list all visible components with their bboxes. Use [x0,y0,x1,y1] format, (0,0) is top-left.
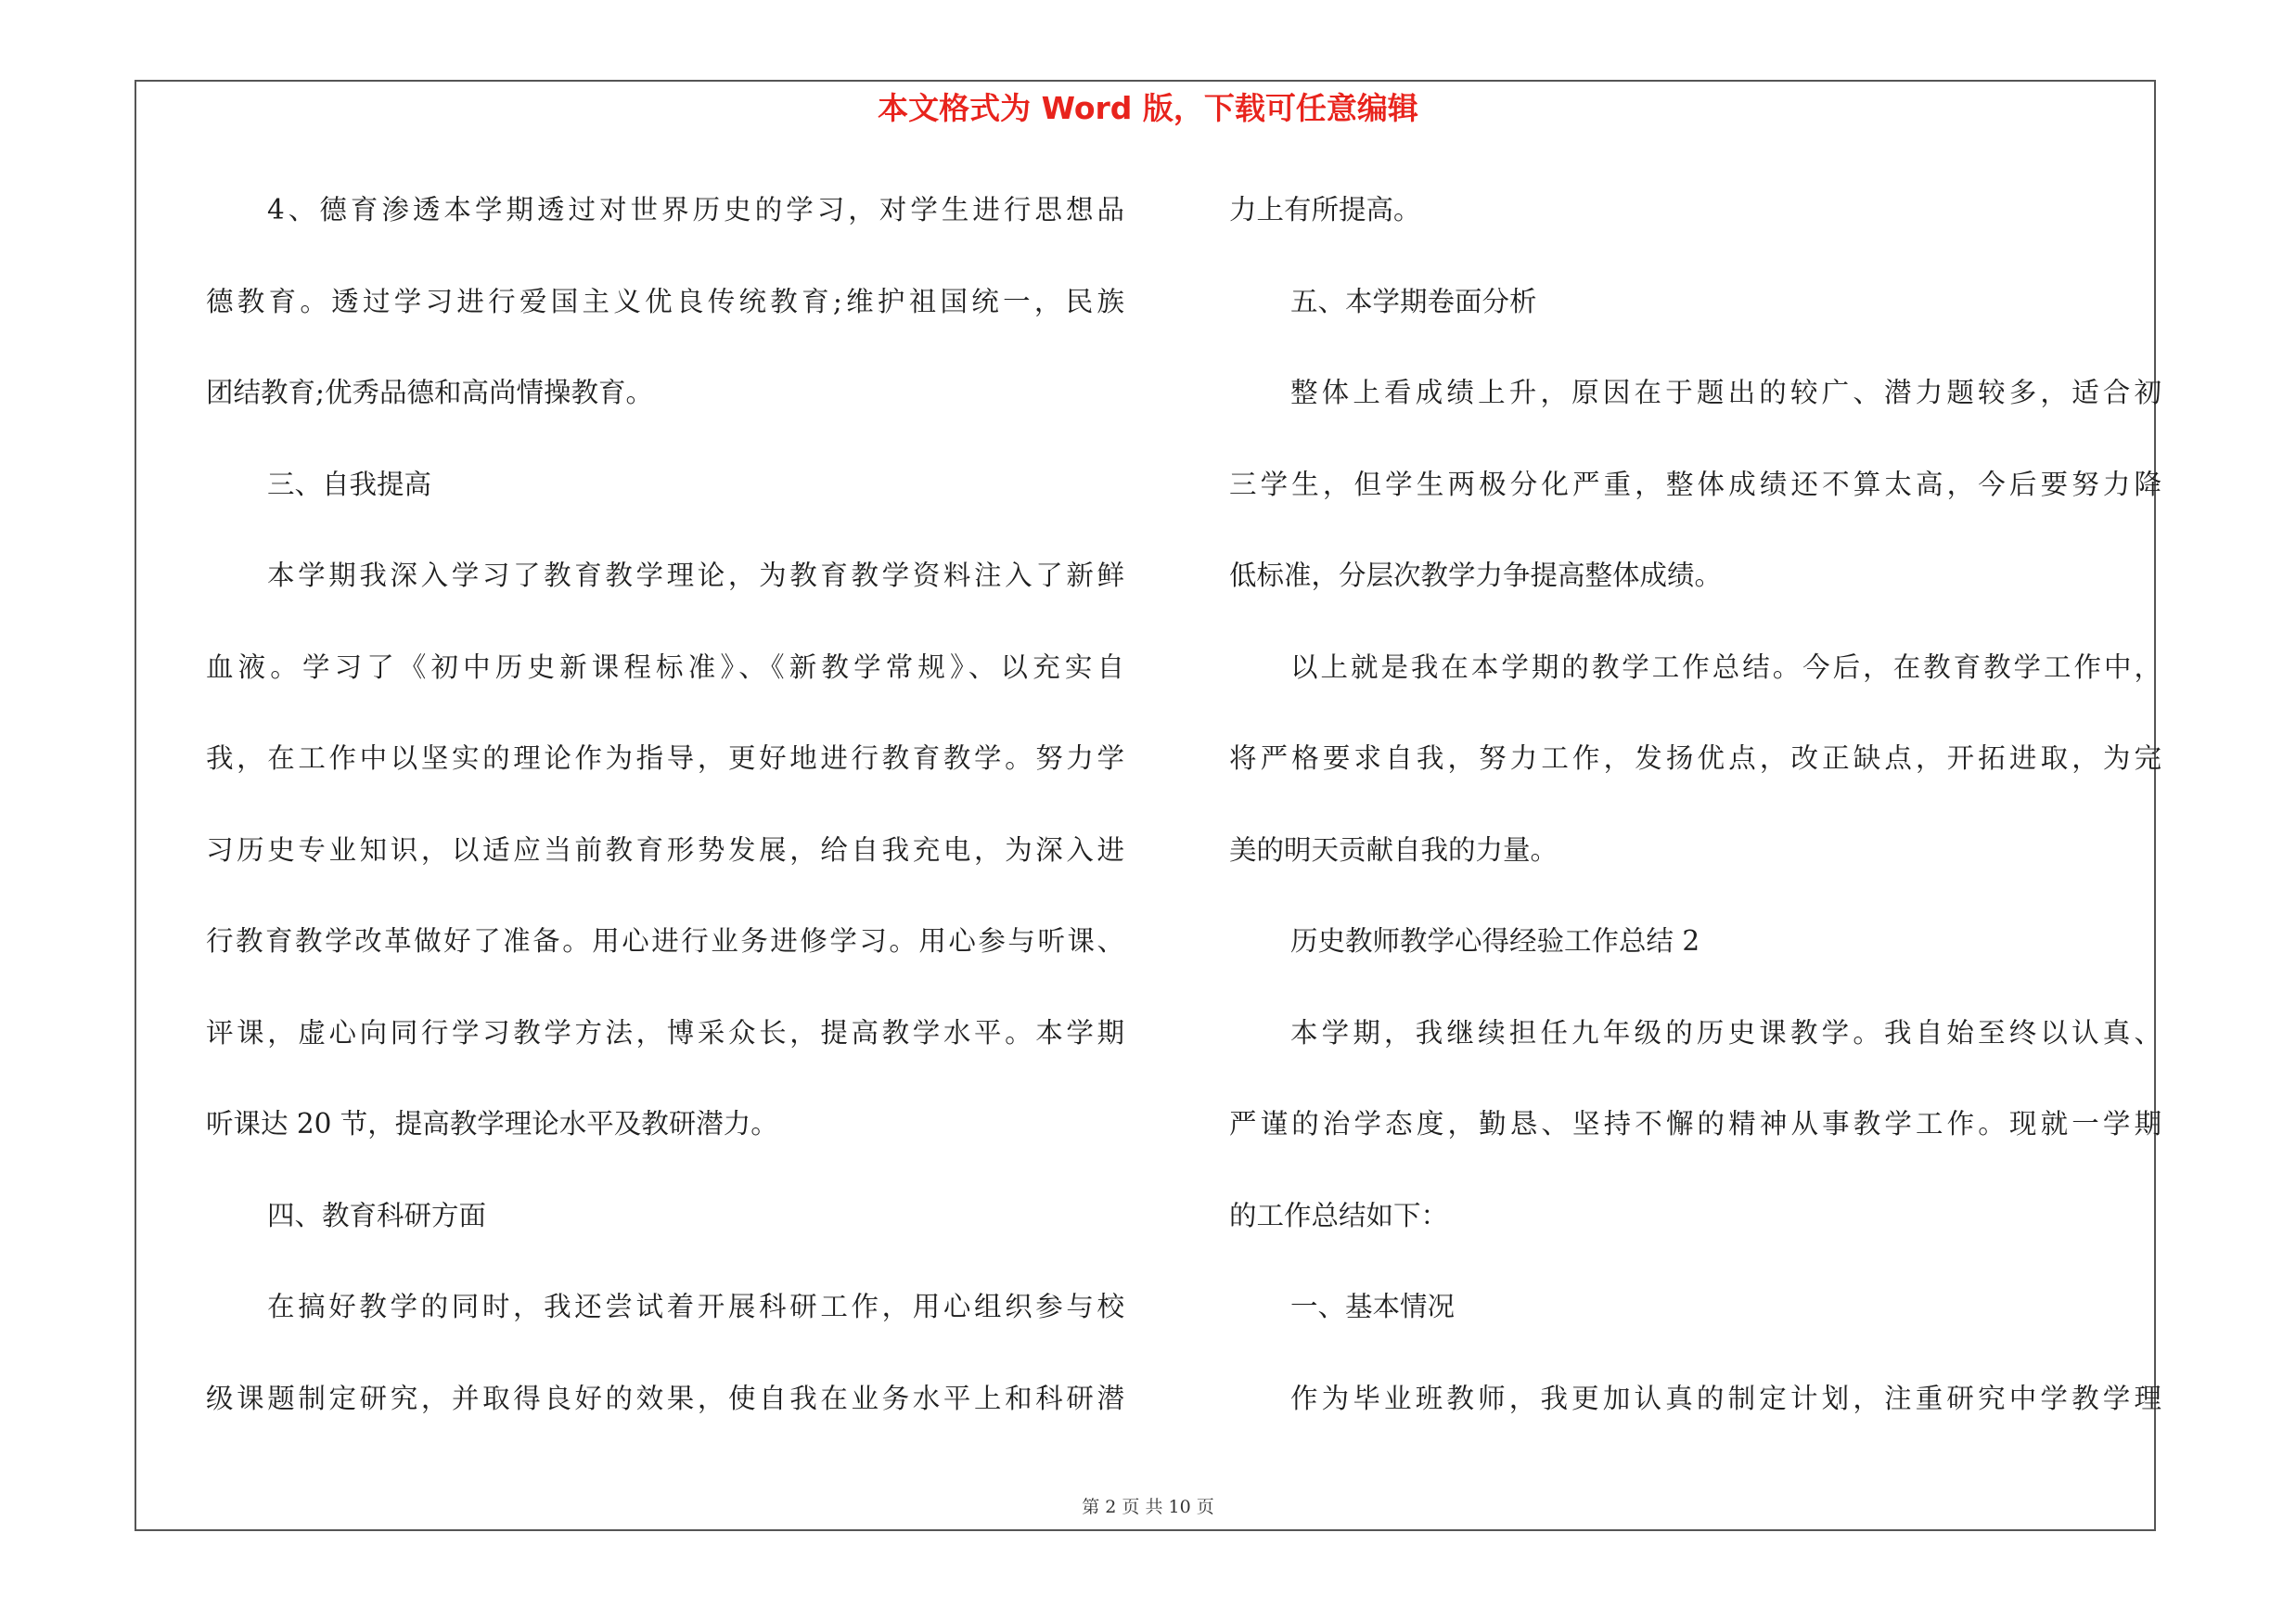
text-line: 作为毕业班教师，我更加认真的制定计划，注重研究中学教学理 [1290,1382,2161,1414]
text-line: 三、自我提高 [267,468,432,500]
text-line: 血液。学习了《初中历史新课程标准》、《新教学常规》、以充实自 [206,650,1124,683]
text-line: 团结教育;优秀品德和高尚情操教育。 [206,377,653,408]
text-line: 的工作总结如下： [1229,1199,1449,1231]
right-text-column [1229,187,2161,1467]
text-line: 力上有所提高。 [1229,194,1421,225]
text-line: 我，在工作中以坚实的理论作为指导，更好地进行教育教学。努力学 [206,742,1124,774]
text-line: 五、本学期卷面分析 [1290,285,1537,317]
text-line: 低标准，分层次教学力争提高整体成绩。 [1229,560,1723,591]
text-line: 美的明天贡献自我的力量。 [1229,833,1558,866]
text-line: 整体上看成绩上升，原因在于题出的较广、潜力题较多，适合初 [1290,377,2161,408]
text-line: 行教育教学改革做好了准备。用心进行业务进修学习。用心参与听课、 [206,925,1124,957]
text-line: 级课题制定研究，并取得良好的效果，使自我在业务水平上和科研潜 [206,1382,1124,1414]
page-number-footer: 第 2 页 共 10 页 [1082,1497,1214,1517]
text-line: 4、德育渗透本学期透过对世界历史的学习，对学生进行思想品 [267,194,1124,225]
text-line: 历史教师教学心得经验工作总结 2 [1290,925,1700,957]
text-line: 将严格要求自我，努力工作，发扬优点，改正缺点，开拓进取，为完 [1229,742,2161,774]
left-text-column [206,187,1124,1467]
text-line: 一、基本情况 [1290,1291,1456,1322]
text-line: 四、教育科研方面 [267,1199,487,1231]
text-line: 以上就是我在本学期的教学工作总结。今后，在教育教学工作中， [1290,650,2161,683]
text-line: 三学生，但学生两极分化严重，整体成绩还不算太高，今后要努力降 [1229,468,2161,500]
text-line: 本学期，我继续担任九年级的历史课教学。我自始至终以认真、 [1290,1016,2161,1049]
text-line: 严谨的治学态度，勤恳、坚持不懈的精神从事教学工作。现就一学期 [1229,1108,2161,1140]
text-line: 评课，虚心向同行学习教学方法，博采众长，提高教学水平。本学期 [206,1016,1124,1049]
text-line: 本学期我深入学习了教育教学理论，为教育教学资料注入了新鲜 [267,560,1124,591]
text-line: 听课达 20 节，提高教学理论水平及教研潜力。 [206,1108,778,1140]
text-line: 德教育。透过学习进行爱国主义优良传统教育;维护祖国统一，民族 [206,285,1124,317]
text-line: 习历史专业知识，以适应当前教育形势发展，给自我充电，为深入进 [206,833,1124,866]
text-line: 在搞好教学的同时，我还尝试着开展科研工作，用心组织参与校 [267,1291,1124,1322]
word-format-banner: 本文格式为 Word 版，下载可任意编辑 [878,90,1418,126]
